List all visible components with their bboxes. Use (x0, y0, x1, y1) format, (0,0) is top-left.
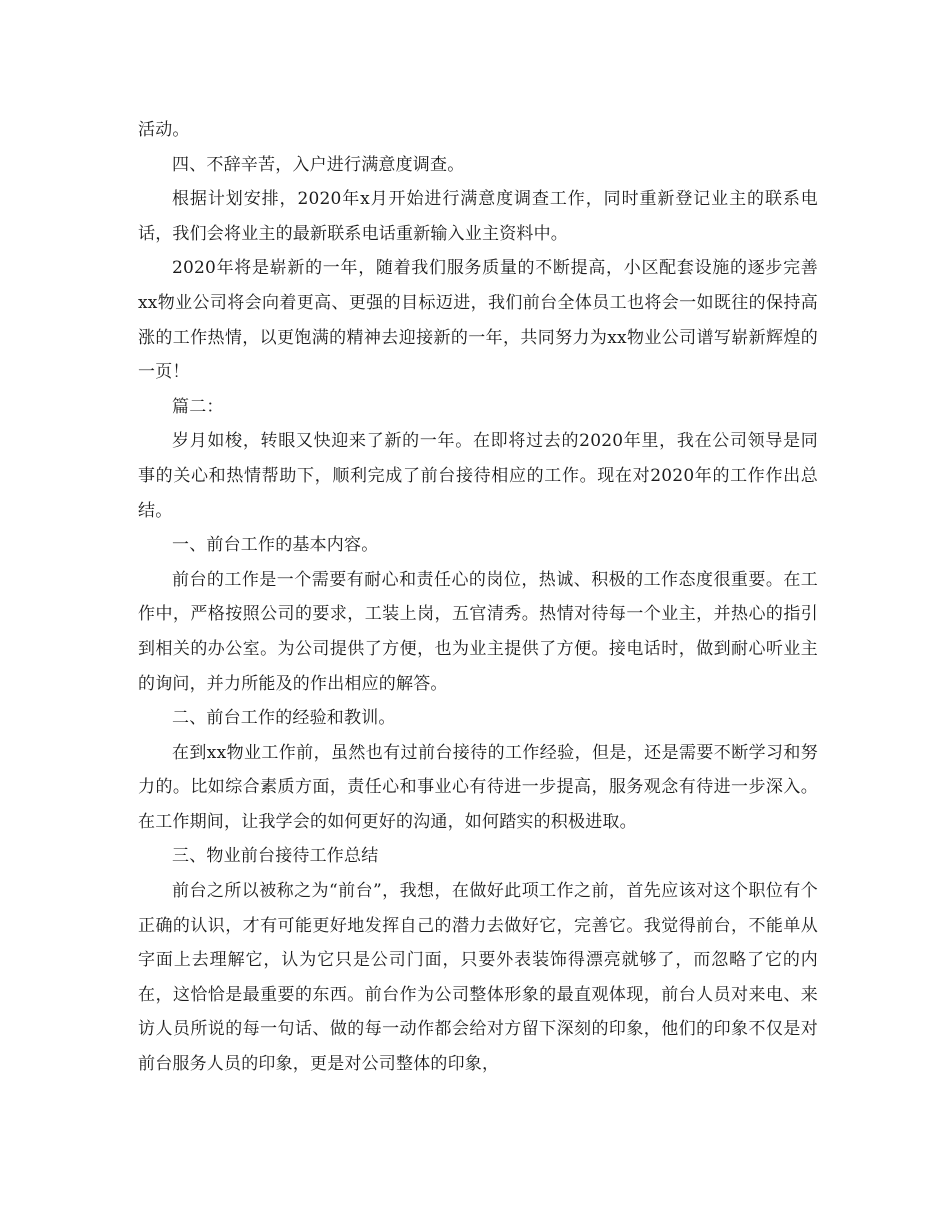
paragraph-experience-lessons: 在到xx物业工作前，虽然也有过前台接待的工作经验，但是，还是需要不断学习和努力的。比如综合素质方面，责任心和事业心有待进一步提高，服务观念有待进一步深入。在工作期间，让我学会的如何更好的沟通，如何踏实的积极进取。 (138, 742, 818, 832)
paragraph-front-desk-summary: 前台之所以被称之为“前台”，我想，在做好此项工作之前，首先应该对这个职位有个正确的认识，才有可能更好地发挥自己的潜力去做好它，完善它。我觉得前台，不能单从字面上去理解它，认为它只是公司门面，只要外表装饰得漂亮就够了，而忽略了它的内在，这恰恰是最重要的东西。前台作为公司整体形象的最直观体现，前台人员对来电、来访人员所说的每一句话、做的每一动作都会给对方留下深刻的印象，他们的印象不仅是对前台服务人员的印象，更是对公司整体的印象， (138, 881, 818, 1075)
part-two-heading: 篇二： (172, 396, 224, 417)
paragraph-new-year-outlook: 2020年将是崭新的一年，随着我们服务质量的不断提高，小区配套设施的逐步完善xx物业公司将会向着更高、更强的目标迈进，我们前台全体员工也将会一如既往的保持高涨的工作热情，以更饱满的精神去迎接新的一年，共同努力为xx物业公司谱写崭新辉煌的一页！ (138, 258, 818, 383)
section-heading-four: 四、不辞辛苦，入户进行满意度调查。 (172, 154, 465, 175)
paragraph-front-desk-basics: 前台的工作是一个需要有耐心和责任心的岗位，热诚、积极的工作态度很重要。在工作中，严格按照公司的要求，工装上岗，五官清秀。热情对待每一个业主，并热心的指引到相关的办公室。为公司提供了方便，也为业主提供了方便。接电话时，做到耐心听业主的询问，并力所能及的作出相应的解答。 (138, 569, 818, 694)
section-heading-one: 一、前台工作的基本内容。 (172, 535, 379, 556)
paragraph-survey-plan: 根据计划安排，2020年x月开始进行满意度调查工作，同时重新登记业主的联系电话，我们会将业主的最新联系电话重新输入业主资料中。 (138, 189, 818, 244)
section-heading-three: 三、物业前台接待工作总结 (172, 846, 379, 867)
paragraph-continuation: 活动。 (138, 120, 190, 140)
section-heading-two: 二、前台工作的经验和教训。 (172, 708, 396, 729)
paragraph-part-two-intro: 岁月如梭，转眼又快迎来了新的一年。在即将过去的2020年里，我在公司领导是同事的关心和热情帮助下，顺利完成了前台接待相应的工作。现在对2020年的工作作出总结。 (138, 431, 818, 521)
document-body (138, 113, 818, 1082)
